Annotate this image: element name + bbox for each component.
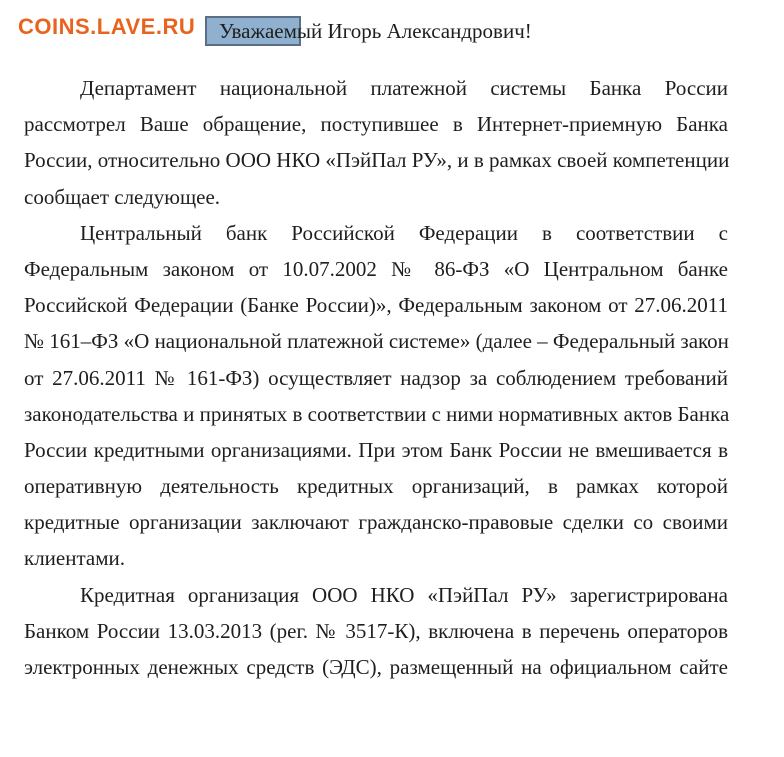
text-line: Департамент национальной платежной системы Банка России (80, 76, 728, 100)
text-line: № 161–ФЗ «О национальной платежной системе» (далее – Федеральный закон (24, 329, 729, 354)
paragraph-3 (24, 577, 728, 686)
text-line: от 27.06.2011 № 161-ФЗ) осуществляет надзор за соблюдением требований (24, 365, 728, 390)
paragraph-1 (24, 70, 728, 215)
text-line: сообщает следующее. (24, 184, 221, 209)
text-line: Банком России 13.03.2013 (рег. № 3517-К), включена в перечень операторов (24, 618, 728, 643)
text-line: России кредитными организациями. При этом Банк России не вмешивается в (24, 437, 728, 462)
text-line: законодательства и принятых в соответствии с ними нормативных актов Банка (24, 401, 730, 426)
watermark-logo: COINS.LAVE.RU (18, 14, 196, 39)
text-line: оперативную деятельность кредитных организаций, в рамках которой (24, 474, 728, 499)
text-line: Центральный банк Российской Федерации в соответствии с (80, 220, 728, 245)
greeting-text: Уважаемый Игорь Александрович! (219, 19, 532, 43)
letter-body (24, 70, 728, 685)
text-line: клиентами. (24, 546, 126, 571)
text-line: электронных денежных средств (ЭДС), размещенный на официальном сайте (24, 655, 728, 679)
paragraph-2 (24, 215, 728, 577)
text-line: Кредитная организация ООО НКО «ПэйПал РУ» зарегистрирована (80, 582, 728, 607)
text-line: России, относительно ООО НКО «ПэйПал РУ», и в рамках своей компетенции (24, 148, 730, 173)
text-line: Российской Федерации (Банке России)», Федеральным законом от 27.06.2011 (24, 293, 728, 318)
letter-greeting (205, 15, 532, 47)
text-line: Федеральным законом от 10.07.2002 № 86-ФЗ «О Центральном банке (24, 256, 728, 281)
text-line: рассмотрел Ваше обращение, поступившее в Интернет-приемную Банка (24, 112, 728, 137)
text-line: кредитные организации заключают гражданско-правовые сделки со своими (24, 510, 728, 535)
